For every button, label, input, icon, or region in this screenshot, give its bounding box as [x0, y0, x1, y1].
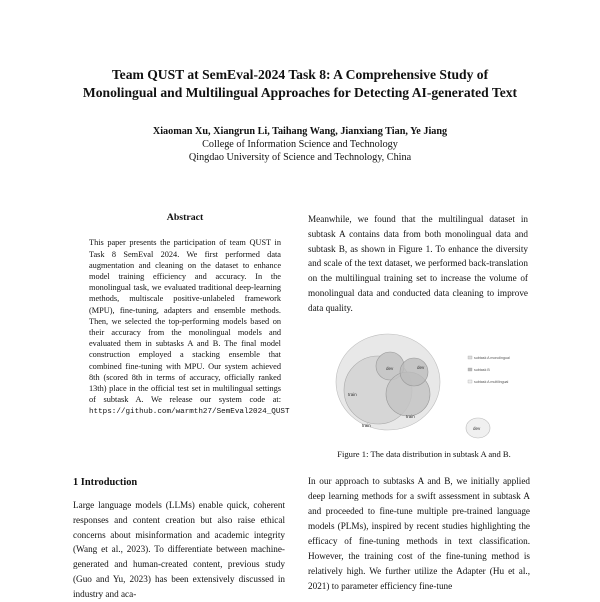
figure-venn-diagram [318, 332, 518, 442]
title-line-1: Team QUST at SemEval-2024 Task 8: A Comprehensive Study of [111, 67, 489, 82]
legend-swatch-1 [468, 356, 472, 359]
legend-swatch-3 [468, 380, 472, 383]
legend-item-2: subtask B [474, 368, 490, 372]
figure-caption: Figure 1: The data distribution in subtask A and B. [337, 449, 511, 459]
abstract-column [89, 212, 290, 419]
venn-label-train-2: train [406, 414, 415, 419]
legend-swatch-2 [468, 368, 472, 371]
affiliation-line-1: College of Information Science and Technology [202, 139, 398, 150]
code-url-link[interactable]: https://github.com/warmth27/SemEval2024_QUST [89, 408, 290, 417]
section-heading-introduction: 1 Introduction [73, 477, 138, 488]
legend-item-1: subtask A monolingual [474, 356, 510, 360]
venn-label-dev-2: dev [417, 365, 425, 370]
right-column [308, 212, 528, 316]
paper-title [40, 66, 560, 102]
abstract-body [89, 237, 290, 418]
affiliation-line-2: Qingdao University of Science and Technology, China [188, 152, 412, 163]
venn-svg [318, 332, 518, 442]
venn-label-train-3: train [362, 423, 371, 428]
right-paragraph-1: Meanwhile, we found that the multilingual dataset in subtask A contains data from both monolingual data and subtask B, as shown in Figure 1. To enhance the diversity and scale of the text dataset, we performed back-translation on the multilingual training set to increase the volume of monolingual data and conducted data cleaning to improve data quality. [308, 214, 528, 313]
legend-item-3: subtask A multilingual [474, 380, 509, 384]
abstract-heading: Abstract [166, 212, 204, 223]
venn-label-dev-3: dev [473, 426, 481, 431]
venn-label-train-1: train [348, 392, 357, 397]
right-paragraph-2: In our approach to subtasks A and B, we initially applied deep learning methods for a swift assessment in subtask A and proceeded to fine-tune multiple pre-trained language models (PLMs), inspired by recent studies highlighting the efficacy of fine-tuning methods in text classification. However, the training cost of the fine-tuning method is relatively high. We further utilize the Adapter (Hu et al., 2021) to parameter efficiency fine-tune [308, 476, 530, 591]
author-names: Xiaoman Xu, Xiangrun Li, Taihang Wang, Jianxiang Tian, Ye Jiang [152, 126, 448, 137]
abstract-text: This paper presents the participation of team QUST in Task 8 SemEval 2024. We first performed data augmentation and cleaning on the dataset to enhance model training efficiency and accuracy. In the monolingual task, we evaluated traditional deep-learning methods, multiscale positive-unlabeled framework (MPU), fine-tuning, adapters and ensemble methods. Then, we selected the top-performing models based on their accuracy from the monolingual models and evaluated them in subtasks A and B. The final model construction employed a stacking ensemble that combined fine-tuning with MPU. Our system achieved 8th (scored 8th in terms of accuracy, officially ranked 13th) place in the official test set in multilingual settings of subtask A. We release our system code at: [89, 238, 281, 405]
venn-subtask-b-dev-circle [400, 358, 428, 386]
author-block [60, 125, 540, 164]
introduction-text: Large language models (LLMs) enable quick, coherent responses and content creation but also raise ethical concerns about misinformation and academic integrity (Wang et al., 2023). To differentiate between machine-generated and human-created content, previous study (Guo and Yu, 2023) has been extensively discussed in industry and aca- [73, 500, 285, 599]
title-line-2: Monolingual and Multilingual Approaches for Detecting AI-generated Text [82, 85, 518, 100]
venn-label-dev-1: dev [386, 366, 394, 371]
